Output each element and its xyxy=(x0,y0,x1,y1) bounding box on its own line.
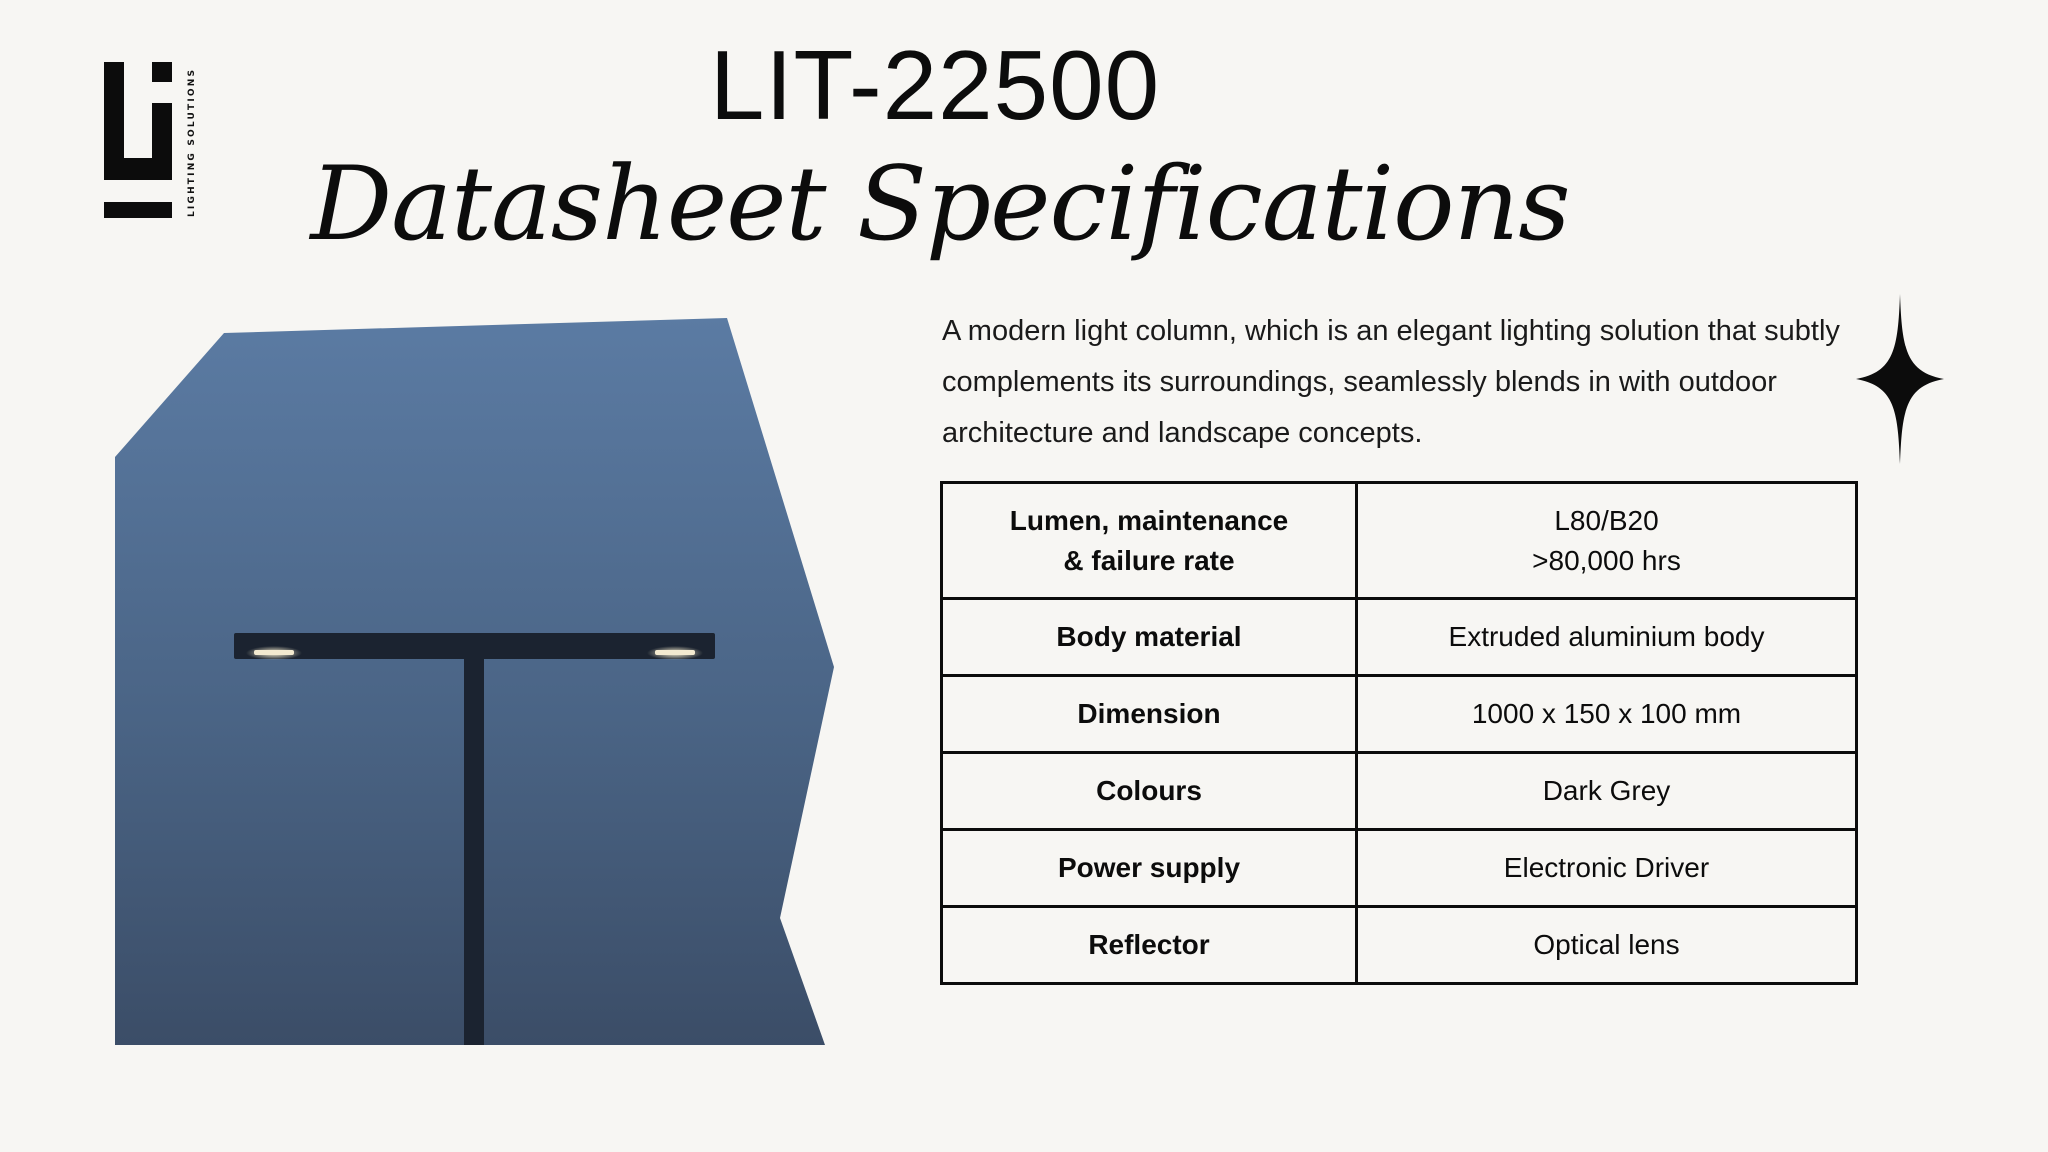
sparkle-icon xyxy=(1856,294,1944,464)
spec-row-dimension xyxy=(942,676,1857,753)
spec-value-line: >80,000 hrs xyxy=(1532,544,1681,576)
spec-value: Electronic Driver xyxy=(1357,830,1857,907)
spec-value: Optical lens xyxy=(1357,907,1857,984)
product-model-title: LIT-22500 xyxy=(709,30,1161,140)
spec-row-body-material xyxy=(942,599,1857,676)
spec-label-line: & failure rate xyxy=(1063,544,1235,576)
spec-label: Power supply xyxy=(942,830,1357,907)
spec-value: Dark Grey xyxy=(1357,753,1857,830)
spec-label: Reflector xyxy=(942,907,1357,984)
light-column-photo xyxy=(112,315,837,1045)
spec-label: Dimension xyxy=(942,676,1357,753)
spec-value: 1000 x 150 x 100 mm xyxy=(1357,676,1857,753)
specifications-table xyxy=(940,481,1858,985)
spec-value-line: L80/B20 xyxy=(1554,504,1659,536)
spec-value xyxy=(1357,483,1857,599)
spec-row-reflector xyxy=(942,907,1857,984)
spec-row-power-supply xyxy=(942,830,1857,907)
product-description: A modern light column, which is an elegant lighting solution that subtly complements its surroundings, seamlessly blends in with outdoor architecture and landscape concepts. xyxy=(942,315,1840,449)
spec-label-line: Lumen, maintenance xyxy=(1009,504,1289,536)
spec-label: Colours xyxy=(942,753,1357,830)
page-subtitle: Datasheet Specifications xyxy=(310,145,1570,264)
spec-row-lumen xyxy=(942,483,1857,599)
spec-row-colours xyxy=(942,753,1857,830)
spec-label: Body material xyxy=(942,599,1357,676)
spec-value: Extruded aluminium body xyxy=(1357,599,1857,676)
brand-tagline: LIGHTING SOLUTIONS xyxy=(187,67,197,217)
spec-label xyxy=(942,483,1357,599)
